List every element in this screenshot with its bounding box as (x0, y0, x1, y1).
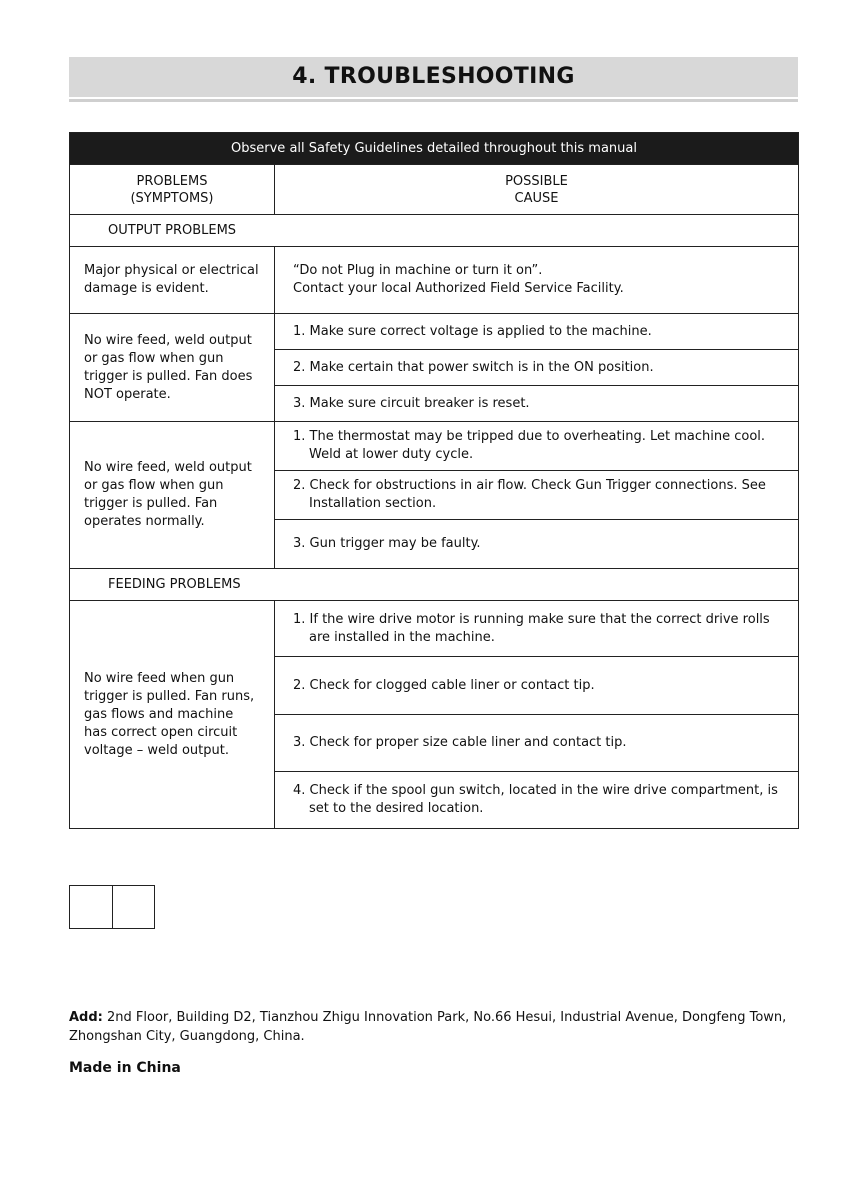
cause-cell (275, 422, 799, 471)
problem-cell: Major physical or electrical damage is evident. (70, 247, 275, 314)
header-cause-line2: CAUSE (514, 190, 559, 206)
cause-line: 2. Check for obstructions in air flow. Check Gun Trigger connections. See (293, 478, 766, 493)
problem-cell: No wire feed, weld output or gas flow when gun trigger is pulled. Fan does NOT operate. (70, 314, 275, 422)
header-problems-line1: PROBLEMS (136, 173, 208, 189)
header-cause-line1: POSSIBLE (505, 173, 568, 189)
header-cause (275, 165, 799, 215)
cause-line: set to the desired location. (309, 801, 484, 816)
cause-line: “Do not Plug in machine or turn it on”. (293, 263, 543, 278)
empty-marker-boxes (69, 885, 155, 929)
troubleshooting-table (69, 132, 799, 829)
cause-line: 4. Check if the spool gun switch, located in the wire drive compartment, is (293, 783, 778, 798)
empty-box (70, 886, 112, 928)
cause-cell: 2. Check for clogged cable liner or contact tip. (275, 657, 799, 715)
address-text: 2nd Floor, Building D2, Tianzhou Zhigu Innovation Park, No.66 Hesui, Industrial Avenue, Dongfeng Town, Zhongshan City, Guangdong, China. (69, 1010, 787, 1044)
cause-cell: 3. Check for proper size cable liner and contact tip. (275, 715, 799, 772)
problem-cell: No wire feed when gun trigger is pulled. Fan runs, gas flows and machine has correct open circuit voltage – weld output. (70, 601, 275, 829)
section-feeding-problems: FEEDING PROBLEMS (70, 569, 799, 601)
cause-cell (275, 601, 799, 657)
cause-line: 1. The thermostat may be tripped due to overheating. Let machine cool. (293, 429, 766, 444)
cause-line: Weld at lower duty cycle. (309, 447, 474, 462)
cause-cell: 2. Make certain that power switch is in the ON position. (275, 350, 799, 386)
cause-cell: 3. Make sure circuit breaker is reset. (275, 386, 799, 422)
cause-cell (275, 471, 799, 520)
cause-cell (275, 247, 799, 314)
cause-cell: 1. Make sure correct voltage is applied to the machine. (275, 314, 799, 350)
made-in-label: Made in China (69, 1060, 181, 1076)
header-problems-line2: (SYMPTOMS) (130, 190, 214, 206)
cause-line: Contact your local Authorized Field Service Facility. (293, 281, 624, 296)
cause-cell: 3. Gun trigger may be faulty. (275, 520, 799, 569)
section-output-problems: OUTPUT PROBLEMS (70, 215, 799, 247)
cause-line: Installation section. (309, 496, 437, 511)
manufacturer-address (69, 1008, 809, 1046)
header-problems (70, 165, 275, 215)
empty-box (112, 886, 155, 928)
title-underline (69, 99, 798, 102)
safety-banner: Observe all Safety Guidelines detailed throughout this manual (70, 133, 799, 165)
cause-cell (275, 772, 799, 829)
cause-line: are installed in the machine. (309, 629, 495, 645)
page-title: 4. TROUBLESHOOTING (69, 57, 798, 97)
address-label: Add: (69, 1010, 103, 1025)
cause-line: 1. If the wire drive motor is running make sure that the correct drive rolls (293, 611, 770, 627)
problem-cell: No wire feed, weld output or gas flow when gun trigger is pulled. Fan operates normally. (70, 422, 275, 569)
